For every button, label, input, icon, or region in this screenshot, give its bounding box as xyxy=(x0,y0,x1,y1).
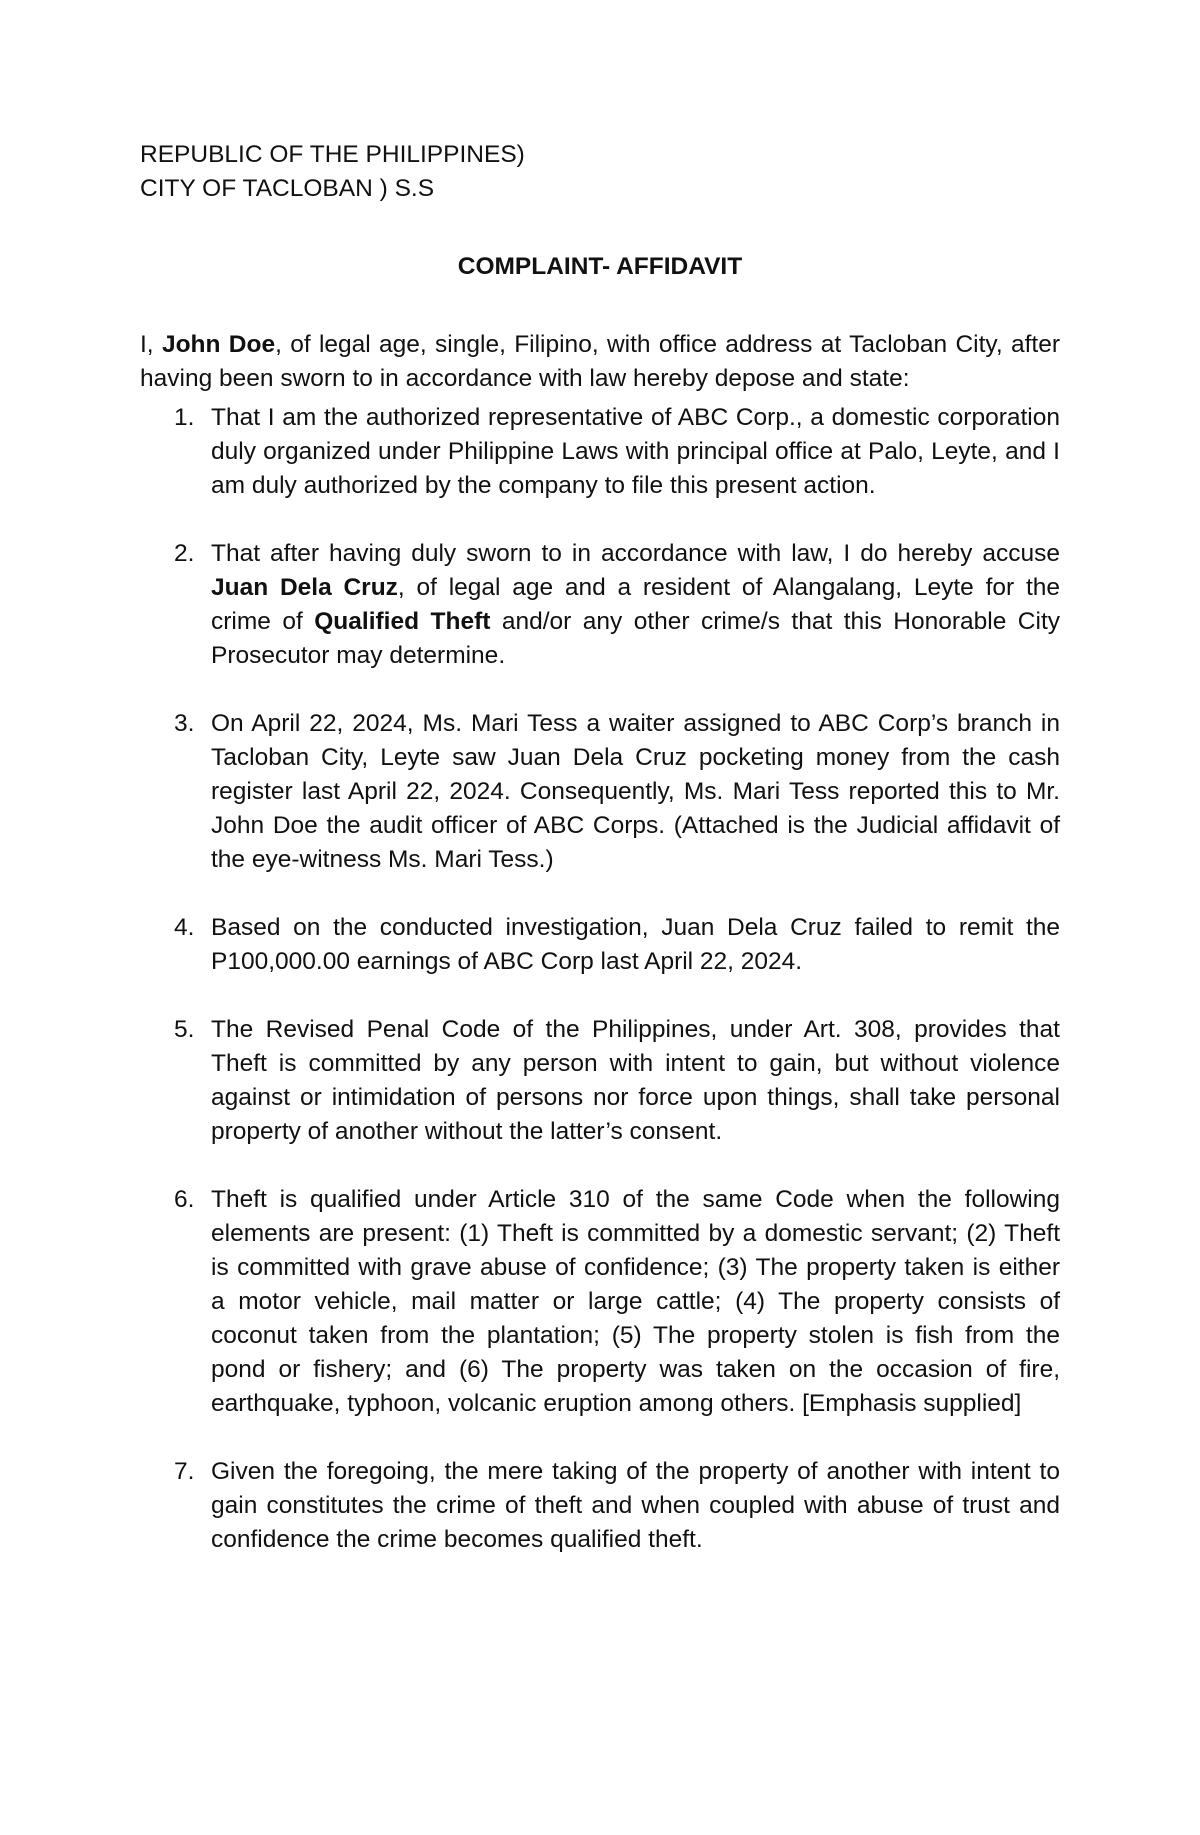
affiant-name: John Doe xyxy=(161,331,276,358)
item-text: Given the foregoing, the mere taking of the property of another with intent to gain constitutes the crime of theft and when coupled with abuse of trust and confidence the crime becomes qualified theft. xyxy=(211,1458,1060,1553)
item-text: The Revised Penal Code of the Philippines, under Art. 308, provides that Theft is committed by any person with intent to gain, but without violence against or intimidation of persons nor force upon things, shall take personal property of another without the latter’s consent. xyxy=(211,1016,1060,1145)
item-text: On April 22, 2024, Ms. Mari Tess a waiter assigned to ABC Corp’s branch in Tacloban City, Leyte saw Juan Dela Cruz pocketing money from the cash register last April 22, 2024. Consequently, Ms. Mari Tess reported this to Mr. John Doe the audit officer of ABC Corps. (Attached is the Judicial affidavit of the eye-witness Ms. Mari Tess.) xyxy=(211,710,1060,873)
venue-line-republic: REPUBLIC OF THE PHILIPPINES) xyxy=(140,141,525,168)
item-number: 3. xyxy=(174,710,195,737)
allegation-item-7 xyxy=(140,1455,1060,1557)
allegations-list xyxy=(140,401,1060,1557)
item-number: 2. xyxy=(174,540,195,567)
item-number: 4. xyxy=(174,914,195,941)
item-number: 7. xyxy=(174,1458,195,1485)
allegation-item-5 xyxy=(140,1013,1060,1149)
allegation-item-6 xyxy=(140,1183,1060,1421)
intro-prefix: I, xyxy=(140,331,162,358)
venue-line-city: CITY OF TACLOBAN ) S.S xyxy=(140,175,435,202)
crime-name: Qualified Theft xyxy=(314,608,491,635)
document-title: COMPLAINT- AFFIDAVIT xyxy=(457,253,743,280)
allegation-item-4 xyxy=(140,911,1060,979)
item-text-part: That after having duly sworn to in accordance with law, I do hereby accuse xyxy=(211,540,1060,567)
accused-name: Juan Dela Cruz xyxy=(211,574,398,601)
allegation-item-3 xyxy=(140,707,1060,877)
item-text-part: , of legal age and a resident of Alangalang, Leyte for the crime of xyxy=(211,574,1060,635)
item-text-part: and/or any other crime/s that this Honorable City Prosecutor may determine. xyxy=(211,608,1061,669)
item-number: 5. xyxy=(174,1016,195,1043)
item-text: That I am the authorized representative of ABC Corp., a domestic corporation duly organized under Philippine Laws with principal office at Palo, Leyte, and I am duly authorized by the company to file this present action. xyxy=(211,404,1060,499)
allegation-item-1 xyxy=(140,401,1060,503)
item-text xyxy=(211,537,1060,673)
allegation-item-2 xyxy=(140,537,1060,673)
item-text: Based on the conducted investigation, Juan Dela Cruz failed to remit the P100,000.00 earnings of ABC Corp last April 22, 2024. xyxy=(211,914,1060,975)
intro-rest: , of legal age, single, Filipino, with office address at Tacloban City, after having been sworn to in accordance with law hereby depose and state: xyxy=(140,331,1060,392)
item-number: 6. xyxy=(174,1186,195,1213)
item-number: 1. xyxy=(174,404,195,431)
item-text: Theft is qualified under Article 310 of the same Code when the following elements are present: (1) Theft is committed by a domestic servant; (2) Theft is committed with grave abuse of confidence; (3) The property taken is either a motor vehicle, mail matter or large cattle; (4) The property consists of coconut taken from the plantation; (5) The property stolen is fish from the pond or fishery; and (6) The property was taken on the occasion of fire, earthquake, typhoon, volcanic eruption among others. [Emphasis supplied] xyxy=(211,1186,1060,1417)
intro-paragraph xyxy=(140,328,1060,396)
venue-block xyxy=(140,138,1060,206)
